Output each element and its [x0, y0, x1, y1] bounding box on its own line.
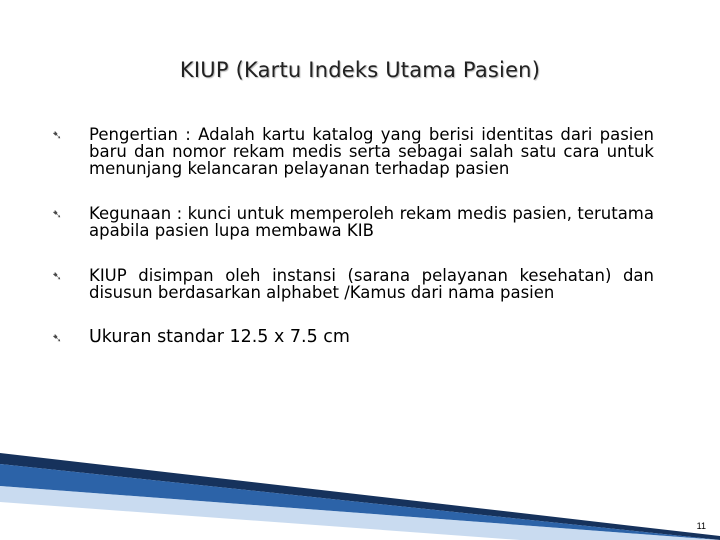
bullet-separator: :	[178, 125, 199, 144]
slide-title: KIUP (Kartu Indeks Utama Pasien)	[179, 58, 541, 82]
bullet-text: kunci untuk memperoleh rekam medis pasien, terutama apabila pasien lupa membawa KIB	[89, 204, 654, 240]
bullet-item-penyimpanan	[52, 267, 654, 301]
bullet-item-ukuran	[52, 329, 654, 346]
hollow-diamond-arrow-icon: ➷	[52, 269, 63, 283]
bullet-text: KIUP disimpan oleh instansi (sarana pelayanan kesehatan) dan disusun berdasarkan alphabet /Kamus dari nama pasien	[89, 266, 654, 302]
bullet-item-kegunaan	[52, 205, 654, 239]
bullet-text: Ukuran standar 12.5 x 7.5 cm	[89, 327, 350, 347]
hollow-diamond-arrow-icon: ➷	[52, 128, 63, 142]
bullet-term: Kegunaan	[89, 204, 172, 223]
bullet-text: Adalah kartu katalog yang berisi identitas dari pasien baru dan nomor rekam medis serta sebagai salah satu cara untuk menunjang kelancaran pelayanan terhadap pasien	[89, 125, 654, 178]
footer-decorative-band	[0, 440, 720, 540]
bullet-item-pengertian	[52, 126, 654, 177]
bullet-separator: :	[171, 204, 188, 223]
page-number: 11	[696, 521, 706, 531]
bullet-list	[52, 126, 654, 374]
bullet-term: Pengertian	[89, 125, 179, 144]
hollow-diamond-arrow-icon: ➷	[52, 331, 63, 345]
hollow-diamond-arrow-icon: ➷	[52, 207, 63, 221]
